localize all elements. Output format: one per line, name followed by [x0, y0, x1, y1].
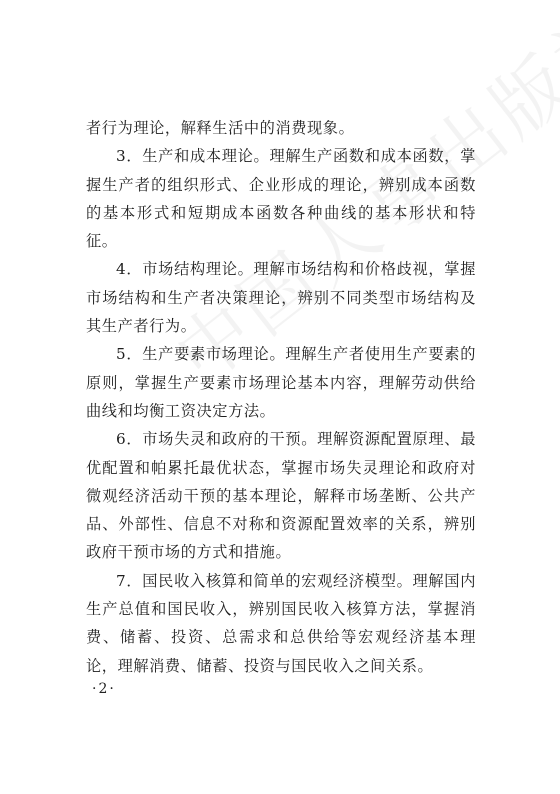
body-text	[86, 114, 476, 680]
page-number: ·2·	[92, 681, 116, 697]
paragraph-item-7: 7．国民收入核算和简单的宏观经济模型。理解国内生产总值和国民收入，辨别国民收入核算方法，掌握消费、储蓄、投资、总需求和总供给等宏观经济基本理论，理解消费、储蓄、投资与国民收入之间关系。	[86, 571, 476, 675]
paragraph-continuation: 者行为理论，解释生活中的消费现象。	[86, 119, 355, 137]
paragraph-item-6: 6．市场失灵和政府的干预。理解资源配置原理、最优配置和帕累托最优状态，掌握市场失灵理论和政府对微观经济活动干预的基本理论，解释市场垄断、公共产品、外部性、信息不对称和资源配置效率的关系，辨别政府干预市场的方式和措施。	[86, 430, 476, 562]
paragraph-item-5: 5．生产要素市场理论。理解生产者使用生产要素的原则，掌握生产要素市场理论基本内容，理解劳动供给曲线和均衡工资决定方法。	[86, 345, 476, 420]
paragraph-item-3: 3．生产和成本理论。理解生产函数和成本函数，掌握生产者的组织形式、企业形成的理论，辨别成本函数的基本形式和短期成本函数各种曲线的基本形状和特征。	[86, 147, 476, 251]
paragraph-item-4: 4．市场结构理论。理解市场结构和价格歧视，掌握市场结构和生产者决策理论，辨别不同类型市场结构及其生产者行为。	[86, 260, 476, 336]
